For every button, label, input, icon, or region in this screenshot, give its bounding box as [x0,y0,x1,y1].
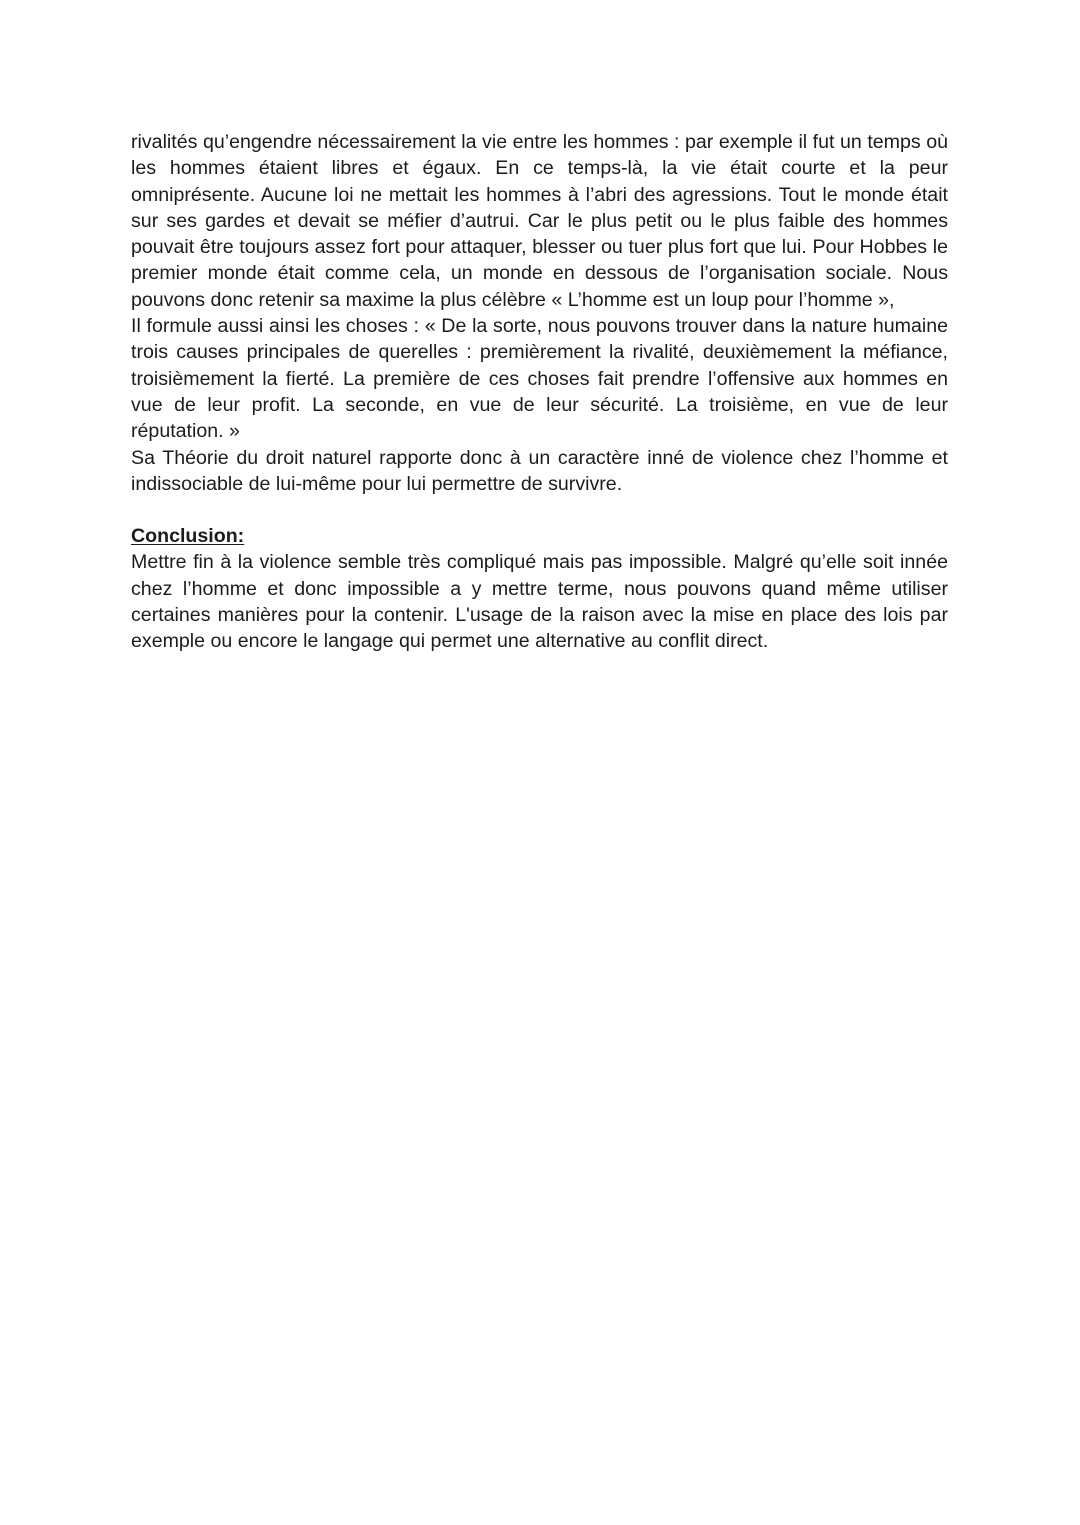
document-body [131,129,948,655]
paragraph-hobbes-state-of-nature: rivalités qu’engendre nécessairement la vie entre les hommes : par exemple il fut un temps où les hommes étaient libres et égaux. En ce temps-là, la vie était courte et la peur omniprésente. Aucune loi ne mettait les hommes à l’abri des agressions. Tout le monde était sur ses gardes et devait se méfier d’autrui. Car le plus petit ou le plus faible des hommes pouvait être toujours assez fort pour attaquer, blesser ou tuer plus fort que lui. Pour Hobbes le premier monde était comme cela, un monde en dessous de l’organisation sociale. Nous pouvons donc retenir sa maxime la plus célèbre « L’homme est un loup pour l’homme », [131,131,948,311]
paragraph-spacer [131,497,948,523]
conclusion-paragraph: Mettre fin à la violence semble très compliqué mais pas impossible. Malgré qu’elle soit innée chez l’homme et donc impossible a y mettre terme, nous pouvons quand même utiliser certaines manières pour la contenir. L'usage de la raison avec la mise en place des lois par exemple ou encore le langage qui permet une alternative au conflit direct. [131,551,948,653]
conclusion-heading: Conclusion: [131,525,245,548]
paragraph-hobbes-quote: Il formule aussi ainsi les choses : « De la sorte, nous pouvons trouver dans la nature humaine trois causes principales de querelles : premièrement la rivalité, deuxièmement la méfiance, troisièmement la fierté. La première de ces choses fait prendre l’offensive aux hommes en vue de leur profit. La seconde, en vue de leur sécurité. La troisième, en vue de leur réputation. » [131,315,948,443]
paragraph-natural-law: Sa Théorie du droit naturel rapporte donc à un caractère inné de violence chez l’homme et indissociable de lui-même pour lui permettre de survivre. [131,446,948,495]
